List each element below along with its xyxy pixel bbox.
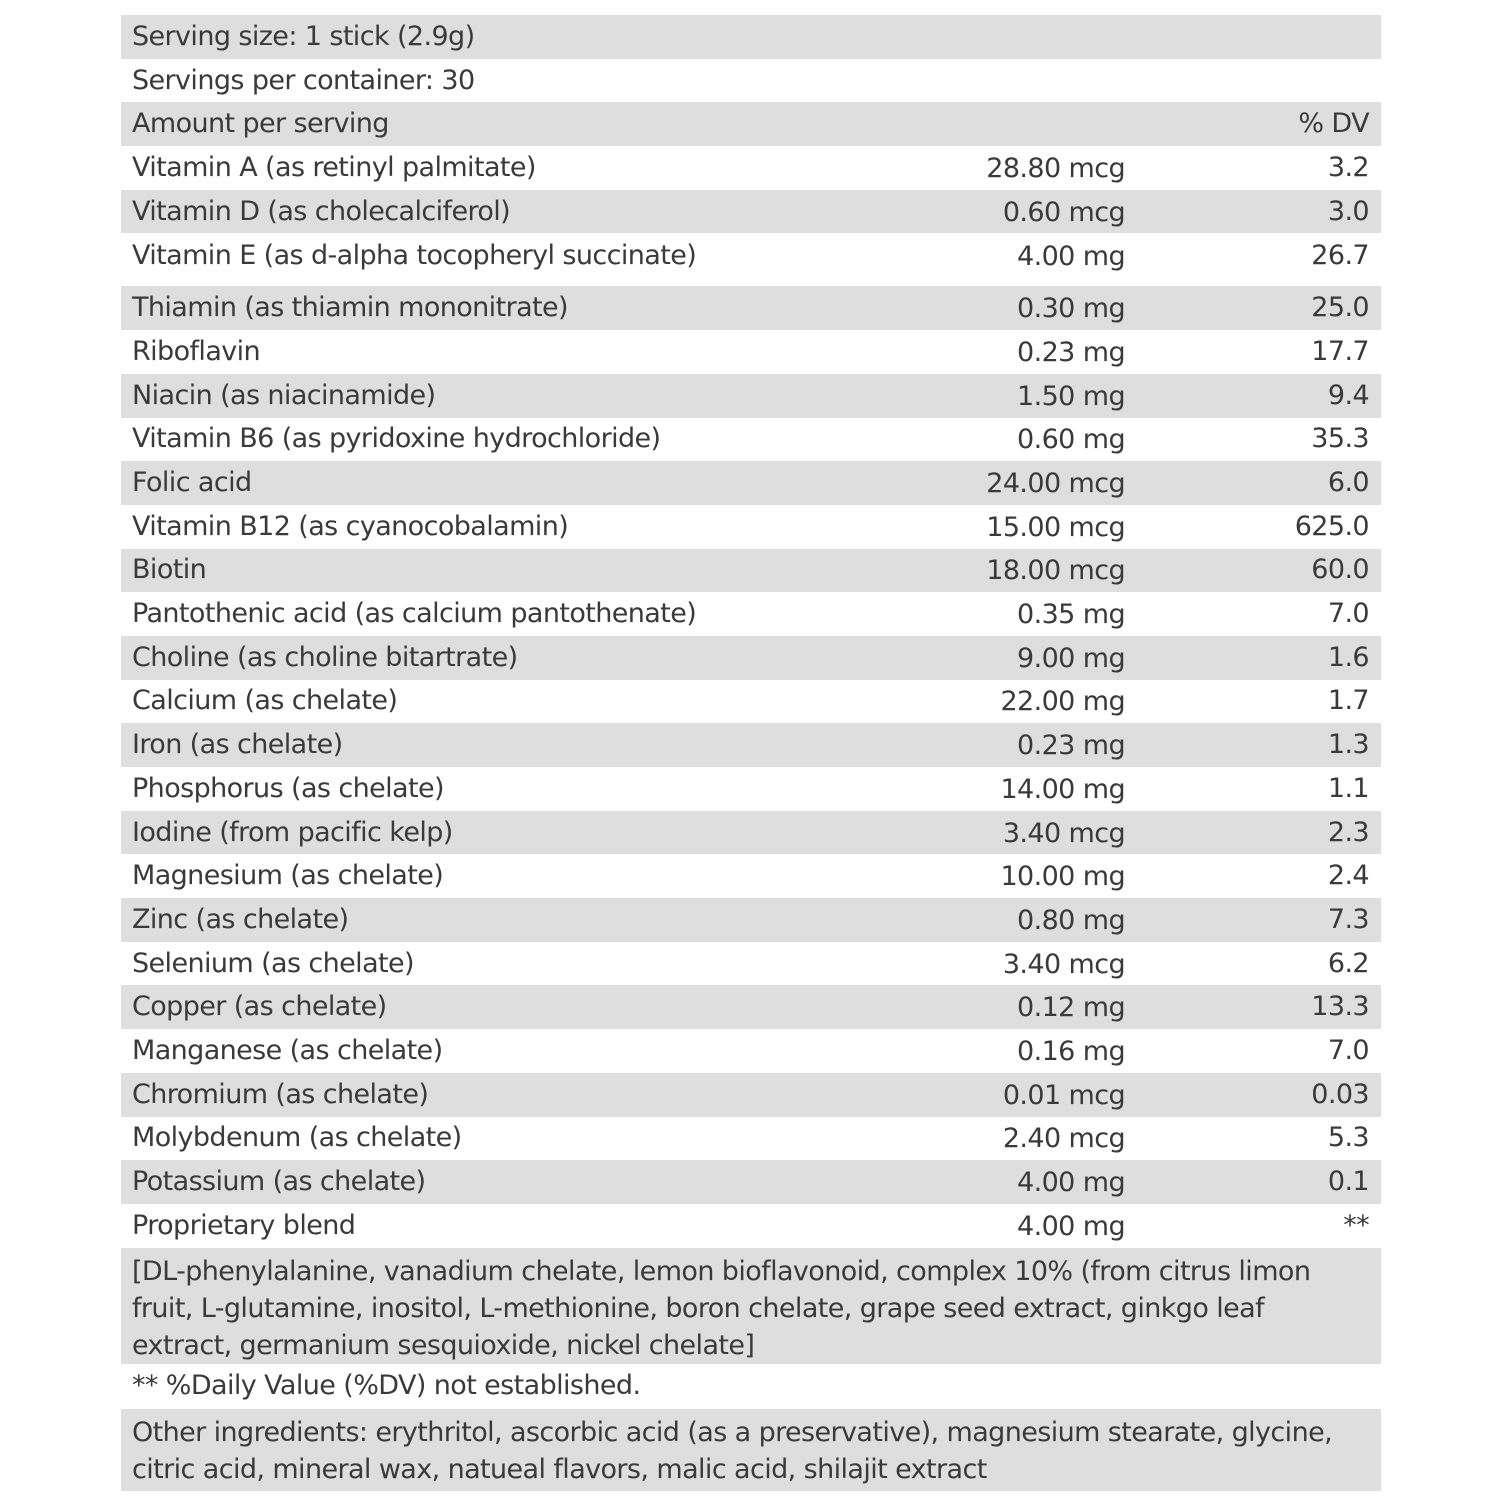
nutrient-row bbox=[121, 146, 1381, 190]
nutrient-amount: 3.40 mcg bbox=[1002, 948, 1125, 980]
nutrient-name: Thiamin (as thiamin mononitrate) bbox=[132, 292, 568, 324]
nutrient-amount: 0.01 mcg bbox=[1002, 1079, 1125, 1111]
nutrient-dv: 2.4 bbox=[1327, 860, 1369, 892]
amount-per-serving-header: Amount per serving bbox=[132, 108, 389, 140]
nutrient-row bbox=[121, 985, 1381, 1029]
nutrient-row bbox=[121, 680, 1381, 724]
nutrient-dv: 0.03 bbox=[1311, 1078, 1369, 1110]
nutrient-row bbox=[121, 898, 1381, 942]
nutrient-amount: 0.23 mg bbox=[1017, 337, 1125, 369]
nutrient-row bbox=[121, 811, 1381, 855]
nutrient-amount: 1.50 mg bbox=[1017, 380, 1125, 412]
supplement-facts-panel bbox=[121, 15, 1381, 1491]
nutrient-row bbox=[121, 767, 1381, 811]
nutrient-amount: 15.00 mcg bbox=[986, 511, 1125, 543]
nutrient-dv: 25.0 bbox=[1311, 292, 1369, 324]
nutrient-dv: 17.7 bbox=[1311, 335, 1369, 367]
nutrient-row bbox=[121, 636, 1381, 680]
nutrient-row bbox=[121, 1073, 1381, 1117]
nutrient-dv: 13.3 bbox=[1311, 991, 1369, 1023]
nutrient-dv: 625.0 bbox=[1294, 510, 1369, 542]
nutrient-dv: 9.4 bbox=[1327, 379, 1369, 411]
nutrient-dv: 35.3 bbox=[1311, 423, 1369, 455]
proprietary-blend-ingredients: [DL-phenylalanine, vanadium chelate, lemon bioflavonoid, complex 10% (from citrus limon fruit, L-glutamine, inositol, L-methionine, boron chelate, grape seed extract, ginkgo leaf extract, germanium sesquioxide, nickel chelate] bbox=[121, 1248, 1381, 1364]
nutrient-dv: 7.0 bbox=[1327, 1034, 1369, 1066]
nutrient-row bbox=[121, 505, 1381, 549]
nutrient-name: Calcium (as chelate) bbox=[132, 685, 398, 717]
nutrient-row bbox=[121, 854, 1381, 898]
nutrient-row bbox=[121, 190, 1381, 234]
nutrient-dv: 5.3 bbox=[1327, 1122, 1369, 1154]
nutrient-name: Vitamin B12 (as cyanocobalamin) bbox=[132, 510, 569, 542]
nutrient-dv: 1.7 bbox=[1327, 685, 1369, 717]
nutrient-name: Potassium (as chelate) bbox=[132, 1165, 426, 1197]
nutrient-name: Iron (as chelate) bbox=[132, 729, 343, 761]
nutrient-name: Magnesium (as chelate) bbox=[132, 860, 444, 892]
nutrient-name: Phosphorus (as chelate) bbox=[132, 772, 444, 804]
nutrient-dv: 7.0 bbox=[1327, 597, 1369, 629]
nutrient-name: Chromium (as chelate) bbox=[132, 1078, 429, 1110]
column-header-row bbox=[121, 102, 1381, 146]
nutrient-amount: 28.80 mcg bbox=[986, 153, 1125, 185]
nutrient-amount: 4.00 mg bbox=[1017, 240, 1125, 272]
nutrient-row bbox=[121, 330, 1381, 374]
nutrient-dv: 2.3 bbox=[1327, 816, 1369, 848]
dv-footnote: ** %Daily Value (%DV) not established. bbox=[132, 1369, 641, 1401]
nutrient-row bbox=[121, 723, 1381, 767]
other-ingredients: Other ingredients: erythritol, ascorbic acid (as a preservative), magnesium stearate, glycine, citric acid, mineral wax, natueal flavors, malic acid, shilajit extract bbox=[121, 1409, 1381, 1491]
nutrient-row bbox=[121, 1029, 1381, 1073]
nutrient-name: Folic acid bbox=[132, 466, 252, 498]
nutrient-dv: 3.2 bbox=[1327, 151, 1369, 183]
nutrient-row bbox=[121, 942, 1381, 986]
dv-header: % DV bbox=[1298, 108, 1369, 140]
nutrient-name: Vitamin D (as cholecalciferol) bbox=[132, 195, 511, 227]
nutrient-name: Riboflavin bbox=[132, 335, 261, 367]
serving-size: Serving size: 1 stick (2.9g) bbox=[132, 20, 475, 52]
nutrient-amount: 0.60 mcg bbox=[1002, 196, 1125, 228]
nutrient-name: Molybdenum (as chelate) bbox=[132, 1122, 462, 1154]
nutrient-dv: 6.0 bbox=[1327, 466, 1369, 498]
nutrient-dv: 1.1 bbox=[1327, 772, 1369, 804]
nutrient-name: Pantothenic acid (as calcium pantothenate) bbox=[132, 597, 697, 629]
nutrient-name: Zinc (as chelate) bbox=[132, 903, 349, 935]
serving-size-row bbox=[121, 15, 1381, 59]
nutrient-dv: ** bbox=[1343, 1209, 1369, 1241]
servings-per-container: Servings per container: 30 bbox=[132, 64, 475, 96]
nutrient-row bbox=[121, 233, 1381, 286]
nutrient-name: Proprietary blend bbox=[132, 1209, 356, 1241]
nutrient-row bbox=[121, 1117, 1381, 1161]
nutrient-amount: 0.30 mg bbox=[1017, 293, 1125, 325]
nutrient-amount: 10.00 mg bbox=[1000, 861, 1125, 893]
nutrient-row bbox=[121, 549, 1381, 593]
nutrient-name: Selenium (as chelate) bbox=[132, 947, 414, 979]
nutrient-row bbox=[121, 374, 1381, 418]
nutrient-row bbox=[121, 286, 1381, 330]
nutrient-name: Choline (as choline bitartrate) bbox=[132, 641, 518, 673]
nutrient-amount: 0.35 mg bbox=[1017, 599, 1125, 631]
servings-per-container-row bbox=[121, 59, 1381, 103]
nutrient-name: Vitamin E (as d-alpha tocopheryl succinate) bbox=[132, 239, 697, 271]
nutrient-amount: 3.40 mcg bbox=[1002, 817, 1125, 849]
nutrient-dv: 1.3 bbox=[1327, 729, 1369, 761]
nutrient-dv: 26.7 bbox=[1311, 239, 1369, 271]
nutrient-amount: 4.00 mg bbox=[1017, 1210, 1125, 1242]
nutrient-dv: 7.3 bbox=[1327, 903, 1369, 935]
nutrient-amount: 22.00 mg bbox=[1000, 686, 1125, 718]
nutrient-dv: 0.1 bbox=[1327, 1165, 1369, 1197]
nutrient-row bbox=[121, 1160, 1381, 1204]
nutrient-name: Niacin (as niacinamide) bbox=[132, 379, 436, 411]
proprietary-blend-row bbox=[121, 1204, 1381, 1248]
nutrient-amount: 0.16 mg bbox=[1017, 1036, 1125, 1068]
nutrient-amount: 14.00 mg bbox=[1000, 773, 1125, 805]
nutrient-name: Iodine (from pacific kelp) bbox=[132, 816, 453, 848]
nutrient-name: Vitamin B6 (as pyridoxine hydrochloride) bbox=[132, 423, 661, 455]
nutrient-amount: 4.00 mg bbox=[1017, 1167, 1125, 1199]
nutrient-amount: 0.60 mg bbox=[1017, 424, 1125, 456]
nutrient-dv: 6.2 bbox=[1327, 947, 1369, 979]
nutrient-amount: 0.80 mg bbox=[1017, 905, 1125, 937]
nutrient-row bbox=[121, 418, 1381, 462]
nutrient-dv: 60.0 bbox=[1311, 554, 1369, 586]
nutrient-dv: 3.0 bbox=[1327, 195, 1369, 227]
nutrient-amount: 18.00 mcg bbox=[986, 555, 1125, 587]
nutrient-row bbox=[121, 461, 1381, 505]
nutrient-amount: 24.00 mcg bbox=[986, 468, 1125, 500]
nutrient-amount: 9.00 mg bbox=[1017, 642, 1125, 674]
nutrient-amount: 0.12 mg bbox=[1017, 992, 1125, 1024]
nutrient-name: Vitamin A (as retinyl palmitate) bbox=[132, 151, 536, 183]
nutrient-dv: 1.6 bbox=[1327, 641, 1369, 673]
nutrient-name: Copper (as chelate) bbox=[132, 991, 387, 1023]
nutrient-name: Manganese (as chelate) bbox=[132, 1034, 443, 1066]
nutrient-name: Biotin bbox=[132, 554, 207, 586]
nutrient-amount: 0.23 mg bbox=[1017, 730, 1125, 762]
nutrient-amount: 2.40 mcg bbox=[1002, 1123, 1125, 1155]
nutrient-row bbox=[121, 592, 1381, 636]
